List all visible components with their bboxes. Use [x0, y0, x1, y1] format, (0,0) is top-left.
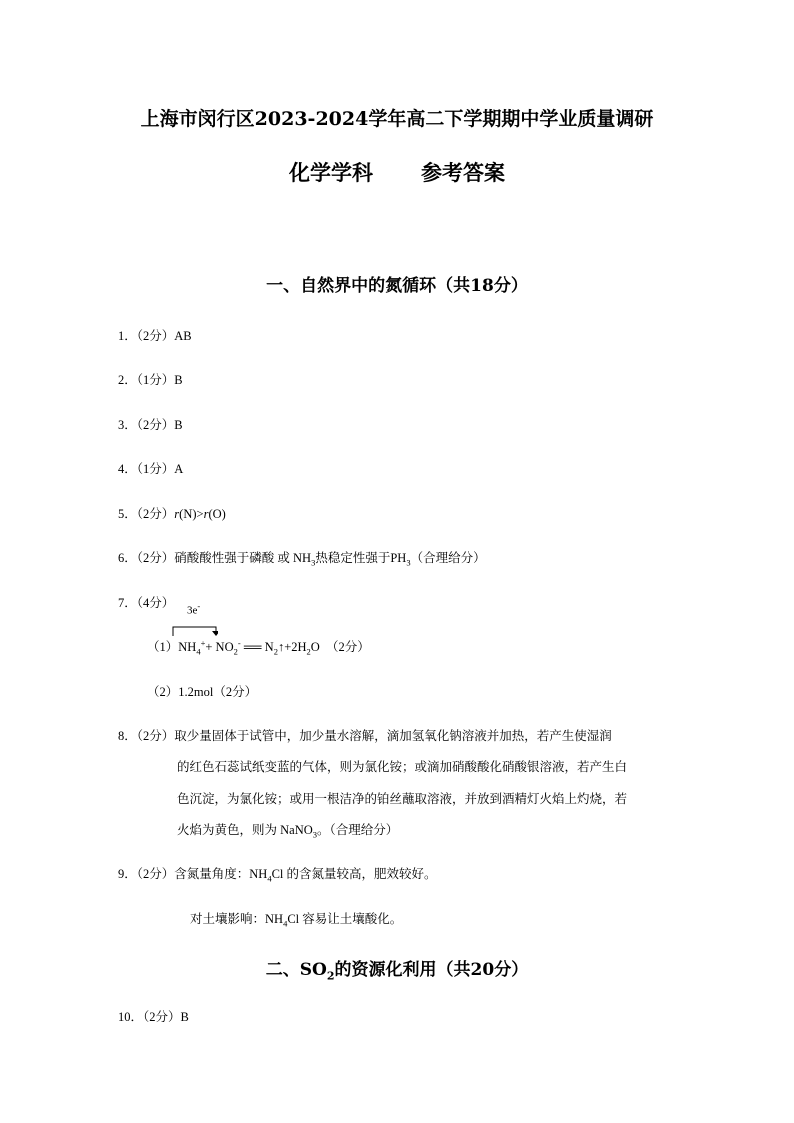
answer-text: Cl 容易让土壤酸化。: [287, 912, 403, 926]
question-answer: AB: [174, 329, 192, 343]
answer-q8-line3: 色沉淀，为氯化铵；或用一根洁净的铂丝蘸取溶液，并放到酒精灯火焰上灼烧，若: [177, 792, 628, 806]
section-heading-1: 一、自然界中的氮循环（共18分）: [266, 276, 528, 296]
document-subtitle: [0, 157, 794, 187]
electron-transfer-arrow-icon: [172, 626, 218, 636]
answer-text: 。（合理给分）: [317, 823, 399, 837]
question-score: （2分）: [136, 329, 175, 343]
answer-text: 取少量固体于试管中，加少量水溶解，滴加氢氧化钠溶液并加热，若产生使湿润: [174, 729, 612, 743]
electron-transfer-label: [187, 601, 200, 617]
answer-text: 含氮量角度：NH: [174, 867, 268, 881]
formula-text: NH: [178, 640, 197, 654]
question-score: （2分）: [136, 551, 175, 565]
heading-text: 二、SO: [265, 960, 327, 980]
question-score: （2分）: [136, 418, 175, 432]
subscript: 4: [196, 646, 201, 657]
answer-q9-line2: [190, 909, 402, 929]
electron-count: 3e: [187, 604, 198, 617]
question-score: （2分）: [143, 1010, 181, 1024]
question-score: （4分）: [136, 596, 175, 610]
formula-text: ↑+2H: [277, 640, 307, 654]
part-label: （1）: [147, 640, 179, 654]
answer-q1: [118, 326, 192, 344]
superscript: -: [237, 637, 241, 648]
question-number: 7．: [118, 596, 137, 610]
answer-q9: [118, 864, 437, 884]
superscript: -: [197, 601, 201, 611]
answer-q2: [118, 370, 183, 388]
heading-text: 的资源化利用（共20分）: [334, 960, 529, 980]
formula-text: ══ N: [240, 640, 274, 654]
answer-text: Cl 的含氮量较高，肥效较好。: [271, 867, 437, 881]
question-answer: B: [174, 418, 183, 432]
subscript: 3: [311, 557, 316, 568]
superscript: +: [200, 637, 206, 648]
answer-text: 对土壤影响：NH: [190, 912, 284, 926]
answer-q7-part1: [147, 637, 370, 657]
formula-text: + NO: [205, 640, 234, 654]
question-number: 2．: [118, 373, 137, 387]
answer-key-label: 参考答案: [421, 160, 505, 185]
question-score: （2分）: [136, 729, 175, 743]
question-number: 10．: [118, 1010, 144, 1024]
answer-text: 火焰为黄色，则为 NaNO: [177, 823, 313, 837]
answer-q7-part2: （2）1.2mol（2分）: [147, 685, 258, 699]
question-number: 8．: [118, 729, 137, 743]
question-answer: B: [180, 1010, 189, 1024]
answer-text: (O): [208, 507, 226, 521]
subscript: 2: [306, 646, 311, 657]
question-number: 5．: [118, 507, 137, 521]
question-number: 1．: [118, 329, 137, 343]
subscript: 3: [406, 557, 411, 568]
subscript: 3: [312, 829, 318, 840]
answer-q8: [118, 726, 612, 744]
document-title: 上海市闵行区2023-2024学年高二下学期期中学业质量调研: [140, 108, 654, 130]
answer-q4: [118, 459, 183, 477]
section-heading-2: [0, 955, 794, 982]
question-score: （1分）: [136, 462, 175, 476]
answer-q7: [118, 593, 174, 611]
question-score: （2分）: [136, 867, 175, 881]
question-number: 6．: [118, 551, 137, 565]
subscript: 2: [273, 646, 278, 657]
radius-symbol: r: [174, 507, 180, 521]
answer-q8-line2: 的红色石蕊试纸变蓝的气体，则为氯化铵；或滴加硝酸酸化硝酸银溶液，若产生白: [177, 760, 628, 774]
answer-q10: [118, 1007, 189, 1025]
answer-text: 热稳定性强于PH: [315, 551, 407, 565]
subscript: 2: [233, 646, 238, 657]
subscript: 4: [267, 873, 272, 884]
question-answer: A: [174, 462, 184, 476]
radius-symbol: r: [203, 507, 209, 521]
subject-label: 化学学科: [289, 160, 373, 185]
question-number: 4．: [118, 462, 137, 476]
answer-text: 硝酸酸性强于磷酸 或 NH: [174, 551, 312, 565]
question-score: （1分）: [136, 373, 175, 387]
answer-q3: [118, 415, 183, 433]
answer-text: （合理给分）: [410, 551, 486, 565]
question-number: 9．: [118, 867, 137, 881]
subscript: 4: [283, 918, 288, 929]
question-score: （2分）: [136, 507, 175, 521]
answer-q6: [118, 548, 486, 568]
answer-q8-line4: [177, 820, 398, 840]
subscript: 2: [326, 969, 335, 983]
question-number: 3．: [118, 418, 137, 432]
formula-text: O （2分）: [310, 640, 370, 654]
question-answer: B: [174, 373, 183, 387]
answer-q5: [118, 504, 226, 522]
answer-text: (N)>: [179, 507, 204, 521]
